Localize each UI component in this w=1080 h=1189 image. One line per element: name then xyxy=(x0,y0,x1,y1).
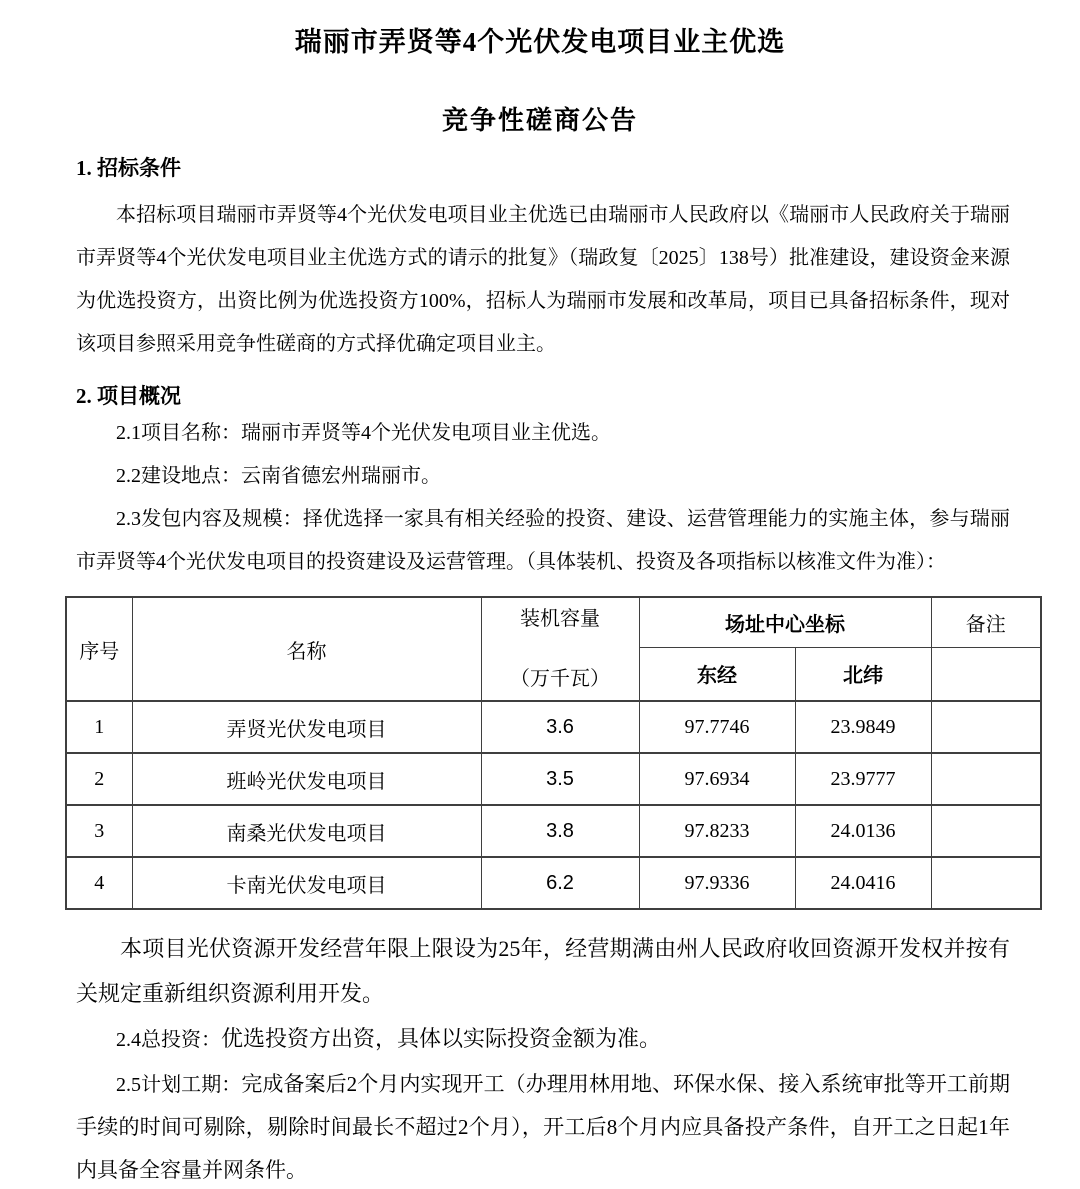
longitude-cell: 97.7746 xyxy=(639,701,795,753)
header-capacity-line2: （万千瓦） xyxy=(510,668,610,690)
header-index: 序号 xyxy=(66,597,132,701)
investment-item xyxy=(76,1016,1010,1063)
scope-item: 2.3发包内容及规模：择优选择一家具有相关经验的投资、建设、运营管理能力的实施主体，参与瑞丽市弄贤等4个光伏发电项目的投资建设及运营管理。（具体装机、投资及各项指标以核准文件为准）： xyxy=(76,508,1010,573)
header-remark: 备注 xyxy=(931,597,1041,647)
remark-cell xyxy=(931,805,1041,857)
header-latitude: 北纬 xyxy=(795,647,931,701)
location-item: 2.2建设地点：云南省德宏州瑞丽市。 xyxy=(116,465,441,487)
latitude-cell: 23.9777 xyxy=(795,753,931,805)
remark-cell xyxy=(931,701,1041,753)
header-remark-sub xyxy=(931,647,1041,701)
schedule-text: 完成备案后2个月内实现开工（办理用林用地、环保水保、接入系统审批等开工前期手续的时间可剔除，剔除时间最长不超过2个月），开工后8个月内应具备投产条件，自开工之日起1年内具备全容量并网条件。 xyxy=(76,1072,1010,1182)
index-cell: 1 xyxy=(66,701,132,753)
name-cell: 卡南光伏发电项目 xyxy=(132,857,481,909)
capacity-cell: 3.6 xyxy=(481,701,639,753)
index-cell: 3 xyxy=(66,805,132,857)
header-capacity xyxy=(481,597,639,701)
schedule-label: 2.5计划工期： xyxy=(116,1074,242,1096)
table-row xyxy=(66,701,1041,753)
header-capacity-line1: 装机容量 xyxy=(520,608,600,630)
document-title: 瑞丽市弄贤等4个光伏发电项目业主优选 xyxy=(294,27,786,57)
document-body xyxy=(0,152,1080,1189)
name-cell: 弄贤光伏发电项目 xyxy=(132,701,481,753)
header-longitude: 东经 xyxy=(639,647,795,701)
index-cell: 4 xyxy=(66,857,132,909)
table-header-row-1 xyxy=(66,597,1041,647)
latitude-cell: 24.0136 xyxy=(795,805,931,857)
section-1-heading: 1. 招标条件 xyxy=(76,156,181,180)
project-name-item: 2.1项目名称：瑞丽市弄贤等4个光伏发电项目业主优选。 xyxy=(116,422,611,444)
bidding-conditions-paragraph: 本招标项目瑞丽市弄贤等4个光伏发电项目业主优选已由瑞丽市人民政府以《瑞丽市人民政府关于瑞丽市弄贤等4个光伏发电项目业主优选方式的请示的批复》（瑞政复〔2025〕138号）批准建设，建设资金来源为优选投资方，出资比例为优选投资方100%，招标人为瑞丽市发展和改革局，项目已具备招标条件，现对该项目参照采用竞争性磋商的方式择优确定项目业主。 xyxy=(76,204,1010,355)
operation-period-paragraph: 本项目光伏资源开发经营年限上限设为25年，经营期满由州人民政府收回资源开发权并按有关规定重新组织资源利用开发。 xyxy=(76,936,1010,1006)
remark-cell xyxy=(931,753,1041,805)
table-row xyxy=(66,753,1041,805)
projects-table xyxy=(65,596,1042,910)
longitude-cell: 97.9336 xyxy=(639,857,795,909)
longitude-cell: 97.8233 xyxy=(639,805,795,857)
capacity-cell: 6.2 xyxy=(481,857,639,909)
capacity-cell: 3.5 xyxy=(481,753,639,805)
table-row xyxy=(66,857,1041,909)
name-cell: 南桑光伏发电项目 xyxy=(132,805,481,857)
capacity-cell: 3.8 xyxy=(481,805,639,857)
section-2-heading: 2. 项目概况 xyxy=(76,384,181,408)
investment-text: 优选投资方出资，具体以实际投资金额为准。 xyxy=(221,1026,662,1051)
index-cell: 2 xyxy=(66,753,132,805)
header-coordinates: 场址中心坐标 xyxy=(639,597,931,647)
latitude-cell: 24.0416 xyxy=(795,857,931,909)
document-subtitle: 竞争性磋商公告 xyxy=(441,106,638,135)
header-name: 名称 xyxy=(132,597,481,701)
latitude-cell: 23.9849 xyxy=(795,701,931,753)
investment-label: 2.4总投资： xyxy=(116,1029,221,1051)
remark-cell xyxy=(931,857,1041,909)
table-row xyxy=(66,805,1041,857)
schedule-item xyxy=(76,1063,1010,1189)
name-cell: 班岭光伏发电项目 xyxy=(132,753,481,805)
longitude-cell: 97.6934 xyxy=(639,753,795,805)
